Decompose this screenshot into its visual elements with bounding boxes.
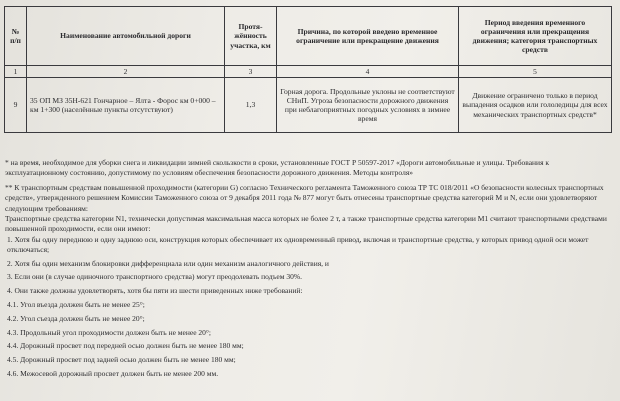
- restrictions-table: [4, 6, 612, 133]
- requirement-item: 4.2. Угол съезда должен быть не менее 20°;: [7, 313, 145, 323]
- requirement-item: 2. Хотя бы один механизм блокировки дифференциала или один механизм аналогичного действия, и: [7, 258, 329, 268]
- table-header-row: [5, 7, 612, 66]
- reason-cell: Горная дорога. Продольные уклоны не соответствуют СНиП. Угроза безопасности дорожного движения при неблагоприятных погодных условиях в зимнее время: [277, 78, 459, 133]
- footnote-single-star: * на время, необходимое для уборки снега и ликвидации зимней скользкости в сроки, установленные ГОСТ Р 50597-2017 «Дороги автомобильные и улицы. Требования к эксплуатационному состоянию, допустимому по условиям обеспечения безопасности дорожного движения. Методы контроля»: [5, 158, 550, 178]
- requirement-item: 4.4. Дорожный просвет под передней осью должен быть не менее 180 мм;: [7, 341, 244, 351]
- requirement-item: 4.6. Межосевой дорожный просвет должен быть не менее 200 мм.: [7, 369, 219, 379]
- requirement-item: 4.3. Продольный угол проходимости должен быть не менее 20°;: [7, 327, 211, 337]
- requirement-item: 4.1. Угол въезда должен быть не менее 25°;: [7, 300, 145, 310]
- header-reason: Причина, по которой введено временное ограничение или прекращение движения: [277, 7, 459, 66]
- requirement-item: 4.5. Дорожный просвет под задней осью должен быть не менее 180 мм;: [7, 355, 236, 365]
- footnote-double-star: ** К транспортным средствам повышенной проходимости (категории G) согласно Технического регламента Таможенного союза ТР ТС 018/2011 «О безопасности колесных транспортных средств», утвержденного решением Комиссии Таможенного союза от 9 декабря 2011 года № 877 могут быть отнесены транспортные средства категорий M и N, если они удовлетворяют следующим требованиям:: [5, 183, 604, 213]
- column-number: 2: [27, 66, 225, 78]
- column-number: 5: [459, 66, 612, 78]
- footnote-paragraph: Транспортные средства категории N1, технически допустимая максимальная масса которых не более 2 т, а также транспортные средства категории М1 считают транспортными средствами повышенной проходимости, если они имеют:: [5, 213, 607, 234]
- table-row: [5, 78, 612, 133]
- column-number: 3: [225, 66, 277, 78]
- road-name-cell: 35 ОП МЗ 35Н-621 Гончарное – Ялта - Форос км 0+000 – км 1+300 (населённые пункты отсутствуют): [27, 78, 225, 133]
- footnotes: [5, 158, 611, 379]
- requirement-item: 4. Они также должны удовлетворять, хотя бы пяти из шести приведенных ниже требований:: [7, 286, 303, 296]
- header-number: № п/п: [5, 7, 27, 66]
- header-period: Период введения временного ограничения или прекращения движения; категория транспортных средств: [459, 7, 612, 66]
- period-cell: Движение ограничено только в период выпадения осадков или гололедицы для всех механических транспортных средств*: [459, 78, 612, 133]
- column-number: 4: [277, 66, 459, 78]
- row-number: 9: [5, 78, 27, 133]
- length-cell: 1,3: [225, 78, 277, 133]
- requirement-item: 1. Хотя бы одну переднюю и одну заднюю оси, конструкция которых обеспечивает их одновременный привод, включая и транспортные средства, у которых привод одной оси может отключаться;: [7, 234, 589, 254]
- header-road-name: Наименование автомобильной дороги: [27, 7, 225, 66]
- header-length: Протя-жённость участка, км: [225, 7, 277, 66]
- requirement-item: 3. Если они (в случае одиночного транспортного средства) могут преодолевать подъем 30%.: [7, 272, 302, 282]
- column-number-row: [5, 66, 612, 78]
- column-number: 1: [5, 66, 27, 78]
